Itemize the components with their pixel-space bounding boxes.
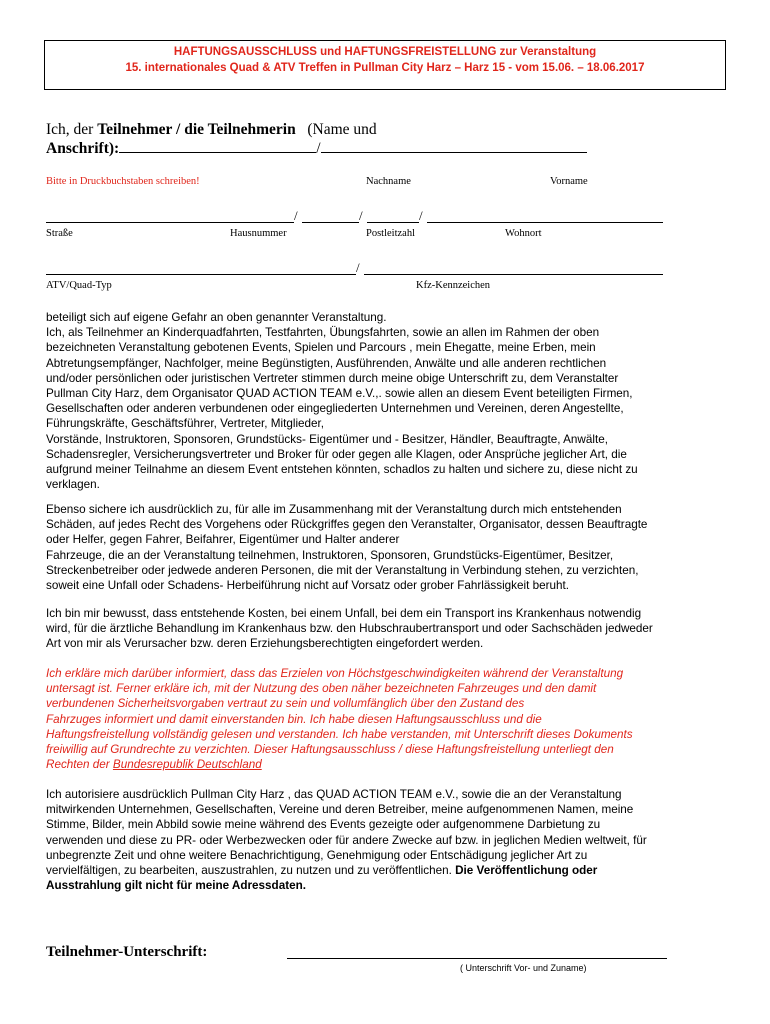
vehicle-slash: /	[356, 260, 360, 275]
header-title-line1: HAFTUNGSAUSSCHLUSS und HAFTUNGSFREISTELLUNG zur Veranstaltung	[173, 46, 597, 58]
label-vorname: Vorname	[550, 176, 588, 187]
label-nachname: Nachname	[366, 176, 411, 187]
signature-label: Teilnehmer-Unterschrift:	[46, 944, 208, 960]
paragraph-media-rights	[46, 787, 732, 893]
label-wohnort: Wohnort	[505, 228, 542, 239]
name-line[interactable]	[119, 140, 316, 153]
media-rights-bold: Die Veröffentlichung oder Ausstrahlung gilt nicht für meine Adressdaten.	[46, 864, 598, 893]
street-slash: /	[294, 208, 298, 223]
header-title-line2: 15. internationales Quad & ATV Treffen in Pullman City Harz – Harz 15 - vom 15.06. – 18.06.2017	[125, 62, 645, 74]
housenumber-line[interactable]	[302, 222, 359, 223]
signature-line[interactable]	[287, 958, 667, 959]
participant-suffix: (Name und	[307, 121, 377, 138]
housenumber-slash: /	[359, 208, 363, 223]
paragraph-speed-notice	[46, 666, 732, 772]
paragraph-costs: Ich bin mir bewusst, dass entstehende Kosten, bei einem Unfall, bei dem ein Transport ins Krankenhaus notwendig wird, für die ärztliche Behandlung im Krankenhaus bzw. den Hubschraubertransport und oder Sachschäden jedweder Art von mir als Verursacher bzw. deren Erziehungsberechtigten eingefordert werden.	[46, 607, 653, 651]
bundesrepublik-link[interactable]: Bundesrepublik Deutschland	[112, 758, 262, 772]
participant-prefix: Ich, der	[46, 121, 98, 138]
media-rights-text: Ich autorisiere ausdrücklich Pullman City Harz , das QUAD ACTION TEAM e.V., sowie die an der Veranstaltung mitwirkenden Unternehmen, Gesellschaften, Vereine und deren Betreiber, meine aufgenommenen Namen, meine Stimme, Bilder, mein Abbild sowie meine während des Events gezeigte oder aufgenommene Darbietung zu verwenden und diese zu PR- oder Werbezwecken oder für andere Zwecke auf bzw. in jeglichen Medien weltweit, für unbegrenzte Zeit und ohne weitere Benachrichtigung, Genehmigung oder Entschädigung jeglicher Art zu vervielfältigen, zu bearbeiten, auszustrahlen, zu nutzen und zu veröffentlichen.	[46, 788, 647, 878]
paragraph-waiver: Ebenso sichere ich ausdrücklich zu, für alle im Zusammenhang mit der Veranstaltung durch mich entstehenden Schäden, auf jedes Recht des Vorgehens oder Rückgriffes gegen den Veranstalter, Organisator, dessen Beauftragte oder Helfer, gegen Fahrer, Beifahrer, Eigentümer und Halter anderer Fahrzeuge, die an der Veranstaltung teilnehmen, Instruktoren, Sponsoren, Grundstücks-Eigentümer, Besitzer, Streckenbetreiber oder jedwede anderen Personen, die mit der Veranstaltung in Verbindung stehen, zu verzichten, soweit eine Unfall oder Schadens- Herbeiführung nicht auf Vorsatz oder grober Fahrlässigkeit beruht.	[46, 503, 648, 593]
signature-caption: ( Unterschrift Vor- und Zuname)	[460, 963, 587, 973]
city-line[interactable]	[427, 222, 663, 223]
document-header	[44, 40, 726, 90]
participant-bold-label: Teilnehmer / die Teilnehmerin	[97, 121, 296, 138]
label-postleitzahl: Postleitzahl	[366, 228, 415, 239]
name-separator: /	[316, 140, 321, 157]
address-label: Anschrift):	[46, 140, 120, 157]
label-atv-typ: ATV/Quad-Typ	[46, 280, 112, 291]
label-kennzeichen: Kfz-Kennzeichen	[416, 280, 491, 291]
speed-notice-text: Ich erkläre mich darüber informiert, dass das Erzielen von Höchstgeschwindigkeiten während der Veranstaltung untersagt ist. Ferner erkläre ich, mit der Nutzung des oben näher bezeichneten Fahrzeuges und den damit verbundenen Sicherheitsvorgaben vertraut zu sein und vollumfänglich über den Zustand des Fahrzuges informiert und damit einverstanden bin. Ich habe diesen Haftungsausschluss und die Haftungsfreistellung vollständig gelesen und verstanden. Ich habe verstanden, mit Unterschrift dieses Dokuments freiwillig auf Grundrechte zu verzichten. Dieser Haftungsausschluss / diese Haftungsfreistellung unterliegt den Rechten der	[46, 667, 633, 772]
print-hint: Bitte in Druckbuchstaben schreiben!	[46, 176, 200, 187]
firstname-line[interactable]	[321, 140, 587, 153]
paragraph-liability: beteiligt sich auf eigene Gefahr an oben genannter Veranstaltung. Ich, als Teilnehmer an Kinderquadfahrten, Testfahrten, Übungsfahrten, sowie an allen im Rahmen der oben bezeichneten Veranstaltung gebotenen Events, Spielen und Parcours , mein Ehegatte, meine Erben, mein Abtretungsempfänger, Nachfolger, meine Begünstigten, Ausführenden, Anwälte und alle anderen rechtlichen und/oder persönlichen oder juristischen Vertreter stimmen durch meine obige Unterschrift zu, dem Veranstalter Pullman City Harz, dem Organisator QUAD ACTION TEAM e.V.,. sowie allen an diesem Event beteiligten Firmen, Gesellschaften oder anderen verbundenen oder eingegliederten Unternehmen und Vereinen, deren Angestellte, Führungskräfte, Geschäftsführer, Vertreter, Mitglieder, Vorstände, Instruktoren, Sponsoren, Grundstücks- Eigentümer und - Besitzer, Händler, Beauftragte, Anwälte, Schadensregler, Versicherungsvertreter und Broker für oder gegen alle Klagen, oder Ansprüche jeglicher Art, die aufgrund meiner Teilnahme an diesem Event entstehen könnten, schadlos zu halten und sichere zu, diese nicht zu verklagen.	[46, 311, 638, 492]
vehicle-type-line[interactable]	[46, 274, 356, 275]
label-strasse: Straße	[46, 228, 73, 239]
label-hausnummer: Hausnummer	[230, 228, 287, 239]
participant-intro	[46, 120, 587, 158]
license-plate-line[interactable]	[364, 274, 663, 275]
postcode-slash: /	[419, 208, 423, 223]
street-line[interactable]	[46, 222, 294, 223]
postcode-line[interactable]	[367, 222, 419, 223]
